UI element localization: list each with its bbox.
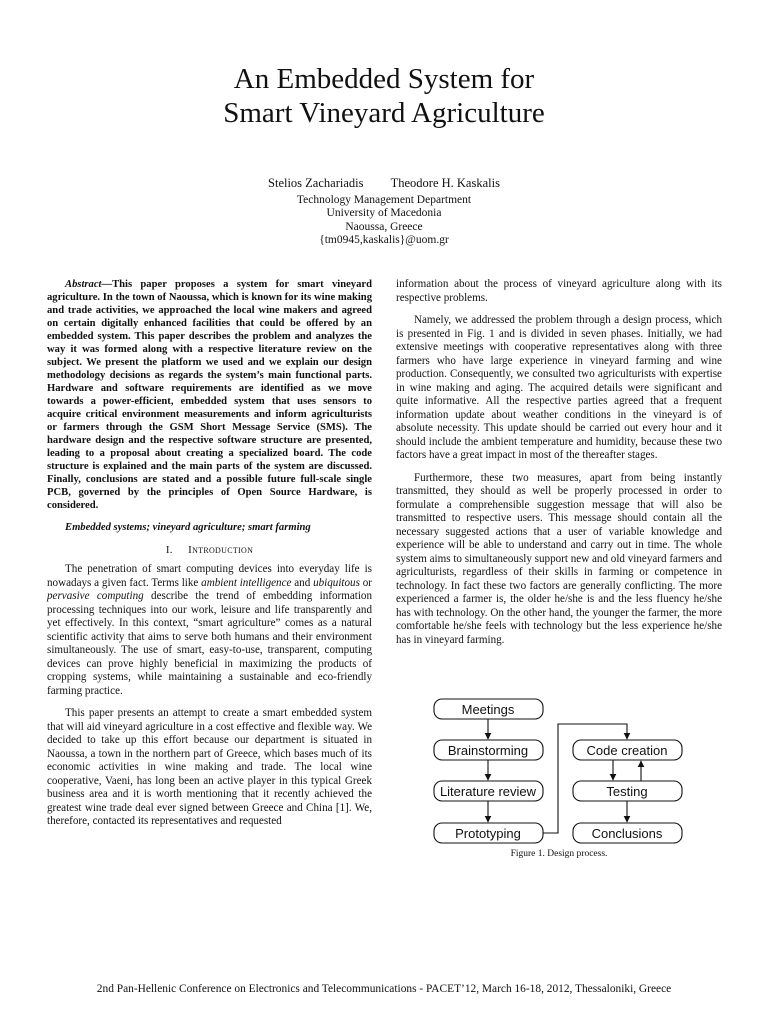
author-1: Stelios Zachariadis: [268, 176, 364, 190]
paper-title: [0, 62, 768, 130]
label-brainstorming: Brainstorming: [447, 743, 529, 758]
figure-caption: Figure 1. Design process.: [510, 849, 608, 859]
right-paragraph-1: Namely, we addressed the problem through a design process, which is presented in Fig. 1 and is divided in seven phases. Initially, we had extensive meetings with cooperative representatives along with three farmers who have large experience in vineyard farming and wine production. Consequently, we consulted two agriculturists with expertise in wine making and aging. The acquired details were significant and quite informative. All the respective parties agreed that a frequent information update about weather conditions in the vineyard is of absolute necessity. This update should be carried out every hour and it should include the ambient temperature and humidity, because these two factors have a great impact in most of the thereafter stages.: [396, 314, 722, 461]
left-column: [47, 278, 372, 838]
index-terms: Embedded systems; vineyard agriculture; smart farming: [65, 522, 311, 533]
label-conclusions: Conclusions: [591, 826, 663, 841]
author-2: Theodore H. Kaskalis: [390, 176, 500, 190]
affiliation-dept: Technology Management Department: [296, 194, 472, 206]
design-process-figure: [428, 694, 688, 854]
section-number: I.: [165, 543, 173, 556]
title-line-2: Smart Vineyard Agriculture: [223, 97, 545, 129]
intro-p1-d: describe the trend of embedding information processing techniques into our work, leisure and life transparently and yet effectively. In this context, “smart agriculture” comes as a natural scientific activity that aims to serve both humans and their environment simultaneously. The use of smart, easy-to-use, transparent, computing devices can prove highly beneficial in maximizing the products of cropping systems, while maintaining a sustainable and eco-friendly farming practice.: [47, 590, 373, 697]
section-heading-introduction: [47, 544, 372, 558]
abstract-label: Abstract: [65, 279, 102, 290]
intro-p1-a: The penetration of smart computing devices into everyday life is nowadays a given fact. Terms like: [47, 563, 372, 589]
term-ambient-intelligence: ambient intelligence: [201, 576, 292, 589]
term-pervasive-computing: pervasive computing: [47, 590, 144, 602]
label-code-creation: Code creation: [586, 743, 668, 758]
affiliation: [0, 194, 768, 248]
label-testing: Testing: [606, 784, 648, 799]
affiliation-univ: University of Macedonia: [326, 207, 442, 220]
intro-paragraph-2: This paper presents an attempt to create a smart embedded system that will aid vineyard agriculture in a cost effective and flexible way. We decided to take up this effort because our department is situated in Naoussa, a town in the northern part of Greece, which bases much of its economic activities in wine making and trade. The local wine cooperative, Vaeni, has long been an active player in this typical Greek business area and it is worth mentioning that it recently achieved the greatest wine trade deal ever signed between Greece and China [1]. We, therefore, contacted its representatives and requested: [47, 707, 372, 827]
conference-footer: 2nd Pan-Hellenic Conference on Electronics and Telecommunications - PACET’12, March 16-18, 2012, Thessaloniki, Greece: [96, 983, 672, 995]
label-literature-review: Literature review: [439, 784, 537, 799]
right-paragraph-0: information about the process of vineyard agriculture along with its respective problems.: [396, 278, 722, 304]
authors: [0, 176, 768, 191]
term-ubiquitous: ubiquitous: [313, 576, 360, 589]
affiliation-email: {tm0945,kaskalis}@uom.gr: [319, 234, 449, 247]
abstract: [47, 278, 372, 512]
right-paragraph-2: Furthermore, these two measures, apart from being instantly transmitted, they should as well be properly processed in order to formulate a comprehensible suggestion message that will also be transmitted to respective users. This message should contain all the necessary suggested actions that a user of variable knowledge and experience will be able to understand and carry out in time. The whole system aims to simultaneously support new and old vineyard farmers and agriculturists, regardless of their skills in farming or competence in technology. In fact these two factors are generally conflicting. The more experienced a farmer is, the older he/she is and the less fluency he/she has with technology. On the other hand, the younger the farmer, the more comfortable he/she feels with technology but the less experience he/she has in vineyard farming.: [396, 471, 722, 646]
label-meetings: Meetings: [461, 702, 515, 717]
intro-paragraph-1: [47, 563, 372, 698]
right-column: [396, 278, 722, 656]
intro-p1-b: and: [291, 576, 314, 589]
title-line-1: An Embedded System for: [233, 63, 535, 95]
label-prototyping: Prototyping: [455, 826, 521, 841]
affiliation-city: Naoussa, Greece: [345, 220, 423, 233]
abstract-text: —This paper proposes a system for smart vineyard agriculture. In the town of Naoussa, which is known for its wine making and trade activities, we approached the local wine makers and agreed on certain digitally enhanced facilities that could be offered by an embedded system. This paper describes the problem and analyzes the way it was formed along with a respective literature review on the subject. We present the platform we used and we explain our design methodology decisions as regards the system’s main functional parts. Hardware and software requirements are identified as we move towards a power-efficient, embedded system that uses sensors to acquire critical environment measurements and inform agriculturists or farmers through the GSM Short Message Service (SMS). The hardware design and the respective software structure are presented, leading to a proposal about creating a specialized board. The code structure is explained and the main parts of the system are discussed. Finally, conclusions are stated and a possible future full-scale single PCB, governed by the principles of Open Source Hardware, is considered.: [47, 279, 372, 511]
intro-p1-c: or: [359, 576, 372, 589]
section-title: Introduction: [188, 543, 254, 556]
